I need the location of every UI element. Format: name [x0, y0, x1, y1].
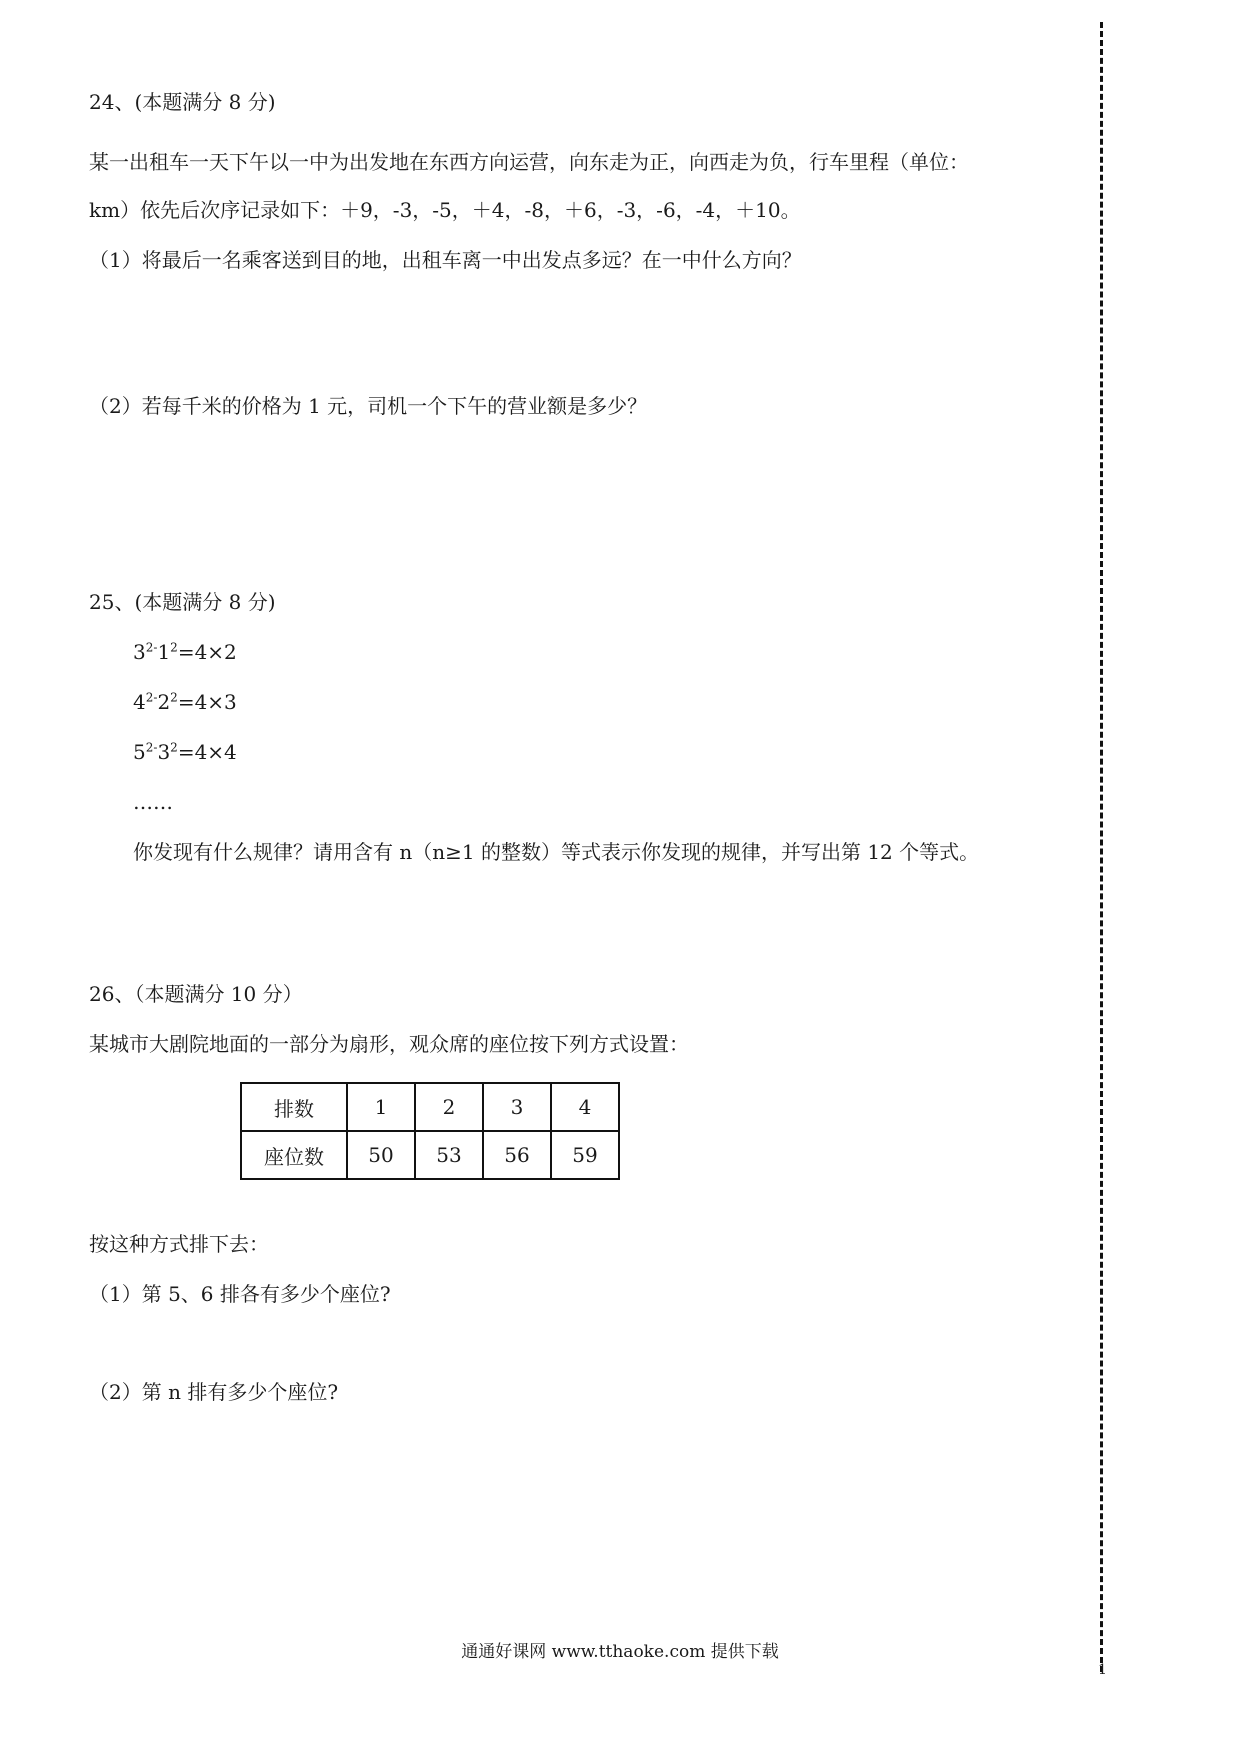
- row-label-rows: 排数: [241, 1083, 347, 1131]
- row-value-2: 2: [415, 1083, 483, 1131]
- eq2-op: -: [153, 690, 158, 705]
- q26-part1: （1）第 5、6 排各有多少个座位?: [89, 1282, 391, 1306]
- margin-mark: 1: [1098, 1662, 1107, 1678]
- row-label-seats: 座位数: [241, 1131, 347, 1179]
- page-footer: 通通好课网 www.tthaoke.com 提供下载: [461, 1642, 779, 1662]
- q24-part1: （1）将最后一名乘客送到目的地，出租车离一中出发点多远？在一中什么方向？: [89, 248, 802, 272]
- row-value-4: 4: [551, 1083, 619, 1131]
- seat-value-2: 53: [415, 1131, 483, 1179]
- eq2-exp-a: 2: [145, 690, 154, 705]
- q25-ellipsis: ……: [133, 790, 173, 814]
- q24-part2: （2）若每千米的价格为 1 元，司机一个下午的营业额是多少？: [89, 394, 648, 418]
- seat-table: [240, 1082, 620, 1180]
- eq3-base-b: 3: [157, 740, 171, 764]
- eq1-exp-b: 2: [170, 640, 178, 655]
- seat-value-1: 50: [347, 1131, 415, 1179]
- eq1-base-a: 3: [133, 640, 146, 664]
- eq1-exp-a: 2: [145, 640, 154, 655]
- table-row-rows: [241, 1083, 619, 1131]
- q25-prompt: 你发现有什么规律？请用含有 n（n≥1 的整数）等式表示你发现的规律，并写出第 12 个等式。: [133, 840, 980, 864]
- eq3-op: -: [153, 740, 158, 755]
- seat-value-4: 59: [551, 1131, 619, 1179]
- eq3-exp-b: 2: [170, 740, 178, 755]
- eq2-base-b: 2: [157, 690, 171, 714]
- q25-equation-1: [133, 638, 237, 666]
- table-row-seats: [241, 1131, 619, 1179]
- q25-equation-2: [133, 688, 237, 716]
- eq1-base-b: 1: [157, 640, 171, 664]
- eq2-exp-b: 2: [170, 690, 178, 705]
- q24-header: 24、(本题满分 8 分): [89, 90, 276, 114]
- q25-header: 25、(本题满分 8 分): [89, 590, 276, 614]
- seat-value-3: 56: [483, 1131, 551, 1179]
- q26-continue: 按这种方式排下去：: [89, 1232, 269, 1256]
- eq1-rhs: =4×2: [177, 640, 237, 664]
- q24-stem-line2: km）依先后次序记录如下：＋9，-3，-5，＋4，-8，＋6，-3，-6，-4，＋10。: [89, 198, 801, 222]
- eq3-rhs: =4×4: [177, 740, 237, 764]
- q26-header: 26、（本题满分 10 分）: [89, 982, 303, 1006]
- eq3-base-a: 5: [133, 740, 146, 764]
- eq2-rhs: =4×3: [177, 690, 237, 714]
- q25-equation-3: [133, 738, 237, 766]
- eq3-exp-a: 2: [145, 740, 154, 755]
- eq1-op: -: [153, 640, 158, 655]
- eq2-base-a: 4: [133, 690, 146, 714]
- q26-stem: 某城市大剧院地面的一部分为扇形，观众席的座位按下列方式设置：: [89, 1032, 689, 1056]
- row-value-3: 3: [483, 1083, 551, 1131]
- q24-stem-line1: 某一出租车一天下午以一中为出发地在东西方向运营，向东走为正，向西走为负，行车里程（单位：: [89, 150, 969, 174]
- row-value-1: 1: [347, 1083, 415, 1131]
- binding-dashed-line: [1100, 22, 1103, 1672]
- q26-part2: （2）第 n 排有多少个座位?: [89, 1380, 339, 1404]
